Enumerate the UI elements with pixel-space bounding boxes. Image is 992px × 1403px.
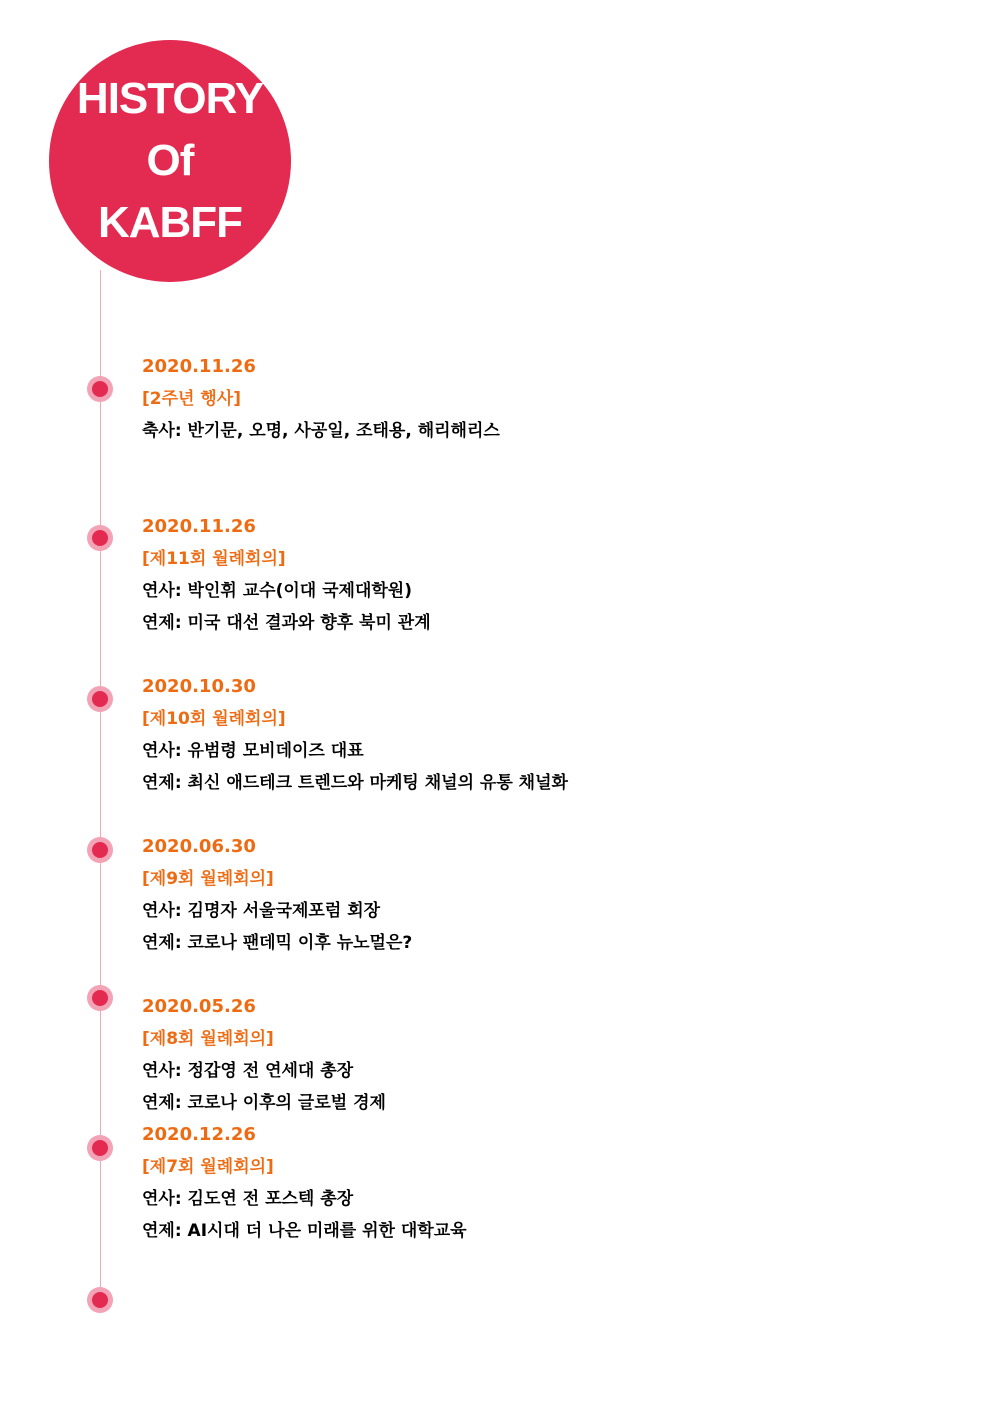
entry-topic: 연제: 미국 대선 결과와 향후 북미 관계 [142, 613, 431, 633]
timeline-entry [142, 991, 386, 1119]
timeline-entry [142, 831, 412, 959]
timeline-dot-core [92, 530, 108, 546]
title-line-1: HISTORY [76, 74, 264, 123]
timeline-dot [87, 985, 113, 1011]
entry-topic: 연제: 코로나 팬데믹 이후 뉴노멀은? [142, 933, 413, 953]
entry-speaker: 연사: 유범령 모비데이즈 대표 [142, 741, 364, 761]
entry-event: [제8회 월례회의] [142, 1029, 274, 1049]
entry-topic: 연제: AI시대 더 나은 미래를 위한 대학교육 [142, 1221, 467, 1241]
entry-speaker: 연사: 김명자 서울국제포럼 회장 [142, 901, 381, 921]
timeline-dot [87, 1287, 113, 1313]
timeline-dot-core [92, 990, 108, 1006]
entry-date: 2020.06.30 [142, 836, 256, 857]
timeline-entry [142, 511, 431, 639]
timeline-entry [142, 671, 568, 799]
entry-event: [제10회 월례회의] [142, 709, 286, 729]
entry-topic: 연제: 코로나 이후의 글로벌 경제 [142, 1093, 386, 1113]
timeline-entry [142, 1119, 467, 1247]
timeline-dot-core [92, 381, 108, 397]
entry-event: [제11회 월례회의] [142, 549, 286, 569]
timeline-dot-core [92, 1292, 108, 1308]
entry-date: 2020.05.26 [142, 996, 256, 1017]
entry-topic: 연제: 최신 애드테크 트렌드와 마케팅 채널의 유통 채널화 [142, 773, 568, 793]
timeline-dot [87, 1135, 113, 1161]
timeline-dot [87, 837, 113, 863]
entry-date: 2020.12.26 [142, 1124, 256, 1145]
timeline-dot-core [92, 1140, 108, 1156]
entry-event: [2주년 행사] [142, 389, 241, 409]
history-title-badge [49, 40, 291, 282]
timeline-dot [87, 376, 113, 402]
entry-date: 2020.11.26 [142, 516, 256, 537]
title-line-3: KABFF [97, 198, 243, 247]
timeline-dot [87, 686, 113, 712]
entry-event: [제7회 월례회의] [142, 1157, 274, 1177]
entry-event: [제9회 월례회의] [142, 869, 274, 889]
entry-speaker: 연사: 김도연 전 포스텍 총장 [142, 1189, 354, 1209]
timeline-dot-core [92, 691, 108, 707]
entry-detail: 축사: 반기문, 오명, 사공일, 조태용, 해리해리스 [142, 421, 500, 441]
entry-speaker: 연사: 박인휘 교수(이대 국제대학원) [142, 581, 413, 601]
entry-speaker: 연사: 정갑영 전 연세대 총장 [142, 1061, 354, 1081]
timeline-dot [87, 525, 113, 551]
timeline-entry [142, 351, 500, 447]
timeline-dot-core [92, 842, 108, 858]
entry-date: 2020.11.26 [142, 356, 256, 377]
entry-date: 2020.10.30 [142, 676, 256, 697]
title-line-2: Of [146, 136, 194, 185]
